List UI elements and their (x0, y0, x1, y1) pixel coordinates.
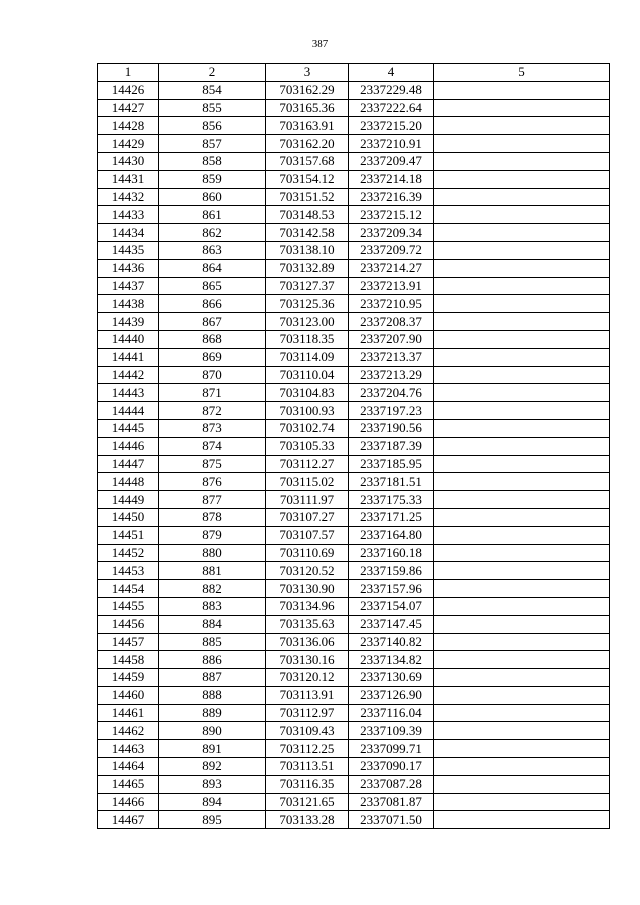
table-cell-col-4: 2337213.91 (349, 277, 434, 295)
table-cell-col-5 (434, 740, 610, 758)
table-cell-col-4: 2337187.39 (349, 437, 434, 455)
table-cell-col-2: 855 (159, 99, 266, 117)
table-cell-col-4: 2337099.71 (349, 740, 434, 758)
table-cell-col-3: 703112.97 (266, 704, 349, 722)
table-cell-col-5 (434, 117, 610, 135)
table-cell-col-3: 703136.06 (266, 633, 349, 651)
table-cell-col-4: 2337126.90 (349, 686, 434, 704)
table-row (98, 597, 610, 615)
table-row (98, 437, 610, 455)
table-cell-col-4: 2337109.39 (349, 722, 434, 740)
table-cell-col-3: 703123.00 (266, 313, 349, 331)
table-cell-col-4: 2337213.37 (349, 348, 434, 366)
table-cell-col-3: 703154.12 (266, 170, 349, 188)
table-row (98, 295, 610, 313)
table-cell-col-1: 14455 (98, 597, 159, 615)
table-cell-col-5 (434, 651, 610, 669)
table-row (98, 615, 610, 633)
table-row (98, 669, 610, 687)
table-cell-col-2: 884 (159, 615, 266, 633)
table-cell-col-5 (434, 669, 610, 687)
table-cell-col-3: 703112.27 (266, 455, 349, 473)
table-cell-col-3: 703120.52 (266, 562, 349, 580)
table-cell-col-5 (434, 775, 610, 793)
table-row (98, 152, 610, 170)
table-cell-col-5 (434, 580, 610, 598)
table-cell-col-2: 867 (159, 313, 266, 331)
table-cell-col-2: 881 (159, 562, 266, 580)
table-cell-col-3: 703127.37 (266, 277, 349, 295)
table-row (98, 686, 610, 704)
table-cell-col-2: 874 (159, 437, 266, 455)
table-cell-col-3: 703157.68 (266, 152, 349, 170)
table-cell-col-1: 14459 (98, 669, 159, 687)
table-row (98, 313, 610, 331)
table-cell-col-5 (434, 402, 610, 420)
table-cell-col-3: 703142.58 (266, 224, 349, 242)
table-row (98, 455, 610, 473)
table-cell-col-3: 703130.16 (266, 651, 349, 669)
table-cell-col-5 (434, 152, 610, 170)
table-cell-col-3: 703151.52 (266, 188, 349, 206)
table-cell-col-5 (434, 170, 610, 188)
table-cell-col-5 (434, 508, 610, 526)
table-cell-col-5 (434, 313, 610, 331)
table-cell-col-3: 703162.29 (266, 81, 349, 99)
table-cell-col-5 (434, 455, 610, 473)
table-row (98, 348, 610, 366)
table-cell-col-1: 14445 (98, 419, 159, 437)
table-cell-col-1: 14452 (98, 544, 159, 562)
table-row (98, 740, 610, 758)
table-cell-col-2: 864 (159, 259, 266, 277)
table-cell-col-2: 876 (159, 473, 266, 491)
table-cell-col-4: 2337213.29 (349, 366, 434, 384)
table-cell-col-1: 14430 (98, 152, 159, 170)
table-cell-col-5 (434, 419, 610, 437)
table-cell-col-4: 2337116.04 (349, 704, 434, 722)
table-cell-col-1: 14451 (98, 526, 159, 544)
table-cell-col-1: 14427 (98, 99, 159, 117)
table-cell-col-4: 2337197.23 (349, 402, 434, 420)
table-cell-col-3: 703148.53 (266, 206, 349, 224)
table-cell-col-5 (434, 135, 610, 153)
column-header-5: 5 (434, 64, 610, 82)
table-cell-col-3: 703100.93 (266, 402, 349, 420)
table-row (98, 330, 610, 348)
table-cell-col-5 (434, 437, 610, 455)
table-row (98, 722, 610, 740)
table-cell-col-2: 883 (159, 597, 266, 615)
table-cell-col-2: 862 (159, 224, 266, 242)
column-header-2: 2 (159, 64, 266, 82)
table-cell-col-1: 14453 (98, 562, 159, 580)
table-cell-col-2: 878 (159, 508, 266, 526)
table-cell-col-2: 889 (159, 704, 266, 722)
table-cell-col-1: 14431 (98, 170, 159, 188)
table-row (98, 135, 610, 153)
table-cell-col-2: 888 (159, 686, 266, 704)
table-cell-col-2: 873 (159, 419, 266, 437)
table-cell-col-5 (434, 704, 610, 722)
table-cell-col-4: 2337209.72 (349, 241, 434, 259)
table-cell-col-4: 2337140.82 (349, 633, 434, 651)
table-cell-col-4: 2337204.76 (349, 384, 434, 402)
table-cell-col-1: 14466 (98, 793, 159, 811)
table-cell-col-5 (434, 526, 610, 544)
table-cell-col-1: 14439 (98, 313, 159, 331)
table-cell-col-2: 885 (159, 633, 266, 651)
table-cell-col-4: 2337207.90 (349, 330, 434, 348)
table-row (98, 491, 610, 509)
table-cell-col-4: 2337160.18 (349, 544, 434, 562)
table-cell-col-4: 2337215.20 (349, 117, 434, 135)
table-cell-col-5 (434, 633, 610, 651)
table-cell-col-1: 14456 (98, 615, 159, 633)
table-cell-col-1: 14441 (98, 348, 159, 366)
table-row (98, 206, 610, 224)
table-cell-col-2: 894 (159, 793, 266, 811)
table-cell-col-3: 703163.91 (266, 117, 349, 135)
table-cell-col-2: 870 (159, 366, 266, 384)
table-cell-col-4: 2337209.47 (349, 152, 434, 170)
table-row (98, 508, 610, 526)
table-cell-col-5 (434, 99, 610, 117)
table-cell-col-1: 14464 (98, 758, 159, 776)
column-header-1: 1 (98, 64, 159, 82)
table-cell-col-4: 2337071.50 (349, 811, 434, 829)
table-cell-col-2: 859 (159, 170, 266, 188)
table-cell-col-1: 14443 (98, 384, 159, 402)
table-cell-col-3: 703134.96 (266, 597, 349, 615)
table-cell-col-2: 880 (159, 544, 266, 562)
table-cell-col-5 (434, 295, 610, 313)
table-cell-col-2: 858 (159, 152, 266, 170)
table-cell-col-2: 854 (159, 81, 266, 99)
table-cell-col-1: 14463 (98, 740, 159, 758)
table-cell-col-3: 703125.36 (266, 295, 349, 313)
table-cell-col-4: 2337154.07 (349, 597, 434, 615)
table-cell-col-3: 703110.69 (266, 544, 349, 562)
table-cell-col-4: 2337159.86 (349, 562, 434, 580)
table-cell-col-5 (434, 81, 610, 99)
table-cell-col-4: 2337215.12 (349, 206, 434, 224)
table-cell-col-1: 14433 (98, 206, 159, 224)
table-cell-col-4: 2337090.17 (349, 758, 434, 776)
table-cell-col-4: 2337181.51 (349, 473, 434, 491)
table-cell-col-3: 703135.63 (266, 615, 349, 633)
table-cell-col-1: 14467 (98, 811, 159, 829)
table-row (98, 402, 610, 420)
table-cell-col-4: 2337222.64 (349, 99, 434, 117)
table-row (98, 384, 610, 402)
table-cell-col-5 (434, 330, 610, 348)
table-row (98, 562, 610, 580)
table-row (98, 241, 610, 259)
table-row (98, 651, 610, 669)
table-cell-col-1: 14446 (98, 437, 159, 455)
table-row (98, 277, 610, 295)
table-row (98, 704, 610, 722)
table-cell-col-5 (434, 366, 610, 384)
table-cell-col-3: 703118.35 (266, 330, 349, 348)
table-cell-col-3: 703115.02 (266, 473, 349, 491)
table-cell-col-5 (434, 188, 610, 206)
table-cell-col-4: 2337081.87 (349, 793, 434, 811)
table-cell-col-5 (434, 544, 610, 562)
table-cell-col-2: 872 (159, 402, 266, 420)
table-cell-col-2: 887 (159, 669, 266, 687)
table-cell-col-4: 2337214.27 (349, 259, 434, 277)
table-cell-col-4: 2337171.25 (349, 508, 434, 526)
table-cell-col-5 (434, 793, 610, 811)
table-cell-col-4: 2337216.39 (349, 188, 434, 206)
table-cell-col-2: 892 (159, 758, 266, 776)
table-cell-col-5 (434, 811, 610, 829)
table-cell-col-1: 14461 (98, 704, 159, 722)
table-cell-col-4: 2337134.82 (349, 651, 434, 669)
table-cell-col-5 (434, 686, 610, 704)
table-row (98, 526, 610, 544)
table-row (98, 224, 610, 242)
table-cell-col-1: 14462 (98, 722, 159, 740)
table-cell-col-2: 891 (159, 740, 266, 758)
table-cell-col-1: 14450 (98, 508, 159, 526)
table-cell-col-3: 703120.12 (266, 669, 349, 687)
table-row (98, 419, 610, 437)
table-cell-col-1: 14440 (98, 330, 159, 348)
table-cell-col-4: 2337175.33 (349, 491, 434, 509)
table-cell-col-2: 877 (159, 491, 266, 509)
table-cell-col-4: 2337157.96 (349, 580, 434, 598)
table-cell-col-1: 14449 (98, 491, 159, 509)
table-cell-col-4: 2337164.80 (349, 526, 434, 544)
table-cell-col-2: 871 (159, 384, 266, 402)
table-cell-col-4: 2337209.34 (349, 224, 434, 242)
table-cell-col-4: 2337190.56 (349, 419, 434, 437)
table-cell-col-2: 856 (159, 117, 266, 135)
table-cell-col-1: 14448 (98, 473, 159, 491)
table-cell-col-5 (434, 597, 610, 615)
table-cell-col-1: 14432 (98, 188, 159, 206)
table-cell-col-4: 2337208.37 (349, 313, 434, 331)
table-cell-col-5 (434, 224, 610, 242)
table-cell-col-3: 703132.89 (266, 259, 349, 277)
table-cell-col-2: 879 (159, 526, 266, 544)
table-cell-col-3: 703113.51 (266, 758, 349, 776)
table-cell-col-2: 861 (159, 206, 266, 224)
table-body (98, 81, 610, 828)
table-cell-col-5 (434, 277, 610, 295)
table-cell-col-1: 14447 (98, 455, 159, 473)
table-cell-col-2: 875 (159, 455, 266, 473)
column-header-3: 3 (266, 64, 349, 82)
table-cell-col-3: 703102.74 (266, 419, 349, 437)
table-cell-col-2: 886 (159, 651, 266, 669)
table-cell-col-2: 857 (159, 135, 266, 153)
table-cell-col-4: 2337229.48 (349, 81, 434, 99)
table-row (98, 81, 610, 99)
table-cell-col-1: 14428 (98, 117, 159, 135)
table-row (98, 170, 610, 188)
table-cell-col-4: 2337185.95 (349, 455, 434, 473)
table-cell-col-5 (434, 758, 610, 776)
table-cell-col-5 (434, 722, 610, 740)
table-row (98, 188, 610, 206)
table-cell-col-4: 2337210.91 (349, 135, 434, 153)
table-cell-col-5 (434, 206, 610, 224)
table-cell-col-3: 703112.25 (266, 740, 349, 758)
table-cell-col-1: 14438 (98, 295, 159, 313)
table-row (98, 580, 610, 598)
table-cell-col-5 (434, 259, 610, 277)
table-row (98, 633, 610, 651)
table-row (98, 544, 610, 562)
table-cell-col-3: 703113.91 (266, 686, 349, 704)
table-cell-col-2: 868 (159, 330, 266, 348)
table-cell-col-3: 703114.09 (266, 348, 349, 366)
table-cell-col-2: 865 (159, 277, 266, 295)
table-row (98, 793, 610, 811)
coordinates-table (97, 63, 610, 829)
table-cell-col-5 (434, 241, 610, 259)
table-cell-col-5 (434, 491, 610, 509)
table-row (98, 758, 610, 776)
table-cell-col-1: 14460 (98, 686, 159, 704)
table-cell-col-2: 866 (159, 295, 266, 313)
table-cell-col-1: 14457 (98, 633, 159, 651)
page-number: 387 (311, 38, 329, 50)
table-cell-col-5 (434, 562, 610, 580)
table-cell-col-5 (434, 348, 610, 366)
table-cell-col-1: 14454 (98, 580, 159, 598)
table-cell-col-3: 703111.97 (266, 491, 349, 509)
table-row (98, 117, 610, 135)
table-cell-col-2: 882 (159, 580, 266, 598)
table-cell-col-1: 14437 (98, 277, 159, 295)
table-cell-col-3: 703116.35 (266, 775, 349, 793)
table-row (98, 99, 610, 117)
table-cell-col-4: 2337214.18 (349, 170, 434, 188)
table-cell-col-3: 703110.04 (266, 366, 349, 384)
table-cell-col-3: 703138.10 (266, 241, 349, 259)
table-cell-col-1: 14435 (98, 241, 159, 259)
table-cell-col-4: 2337130.69 (349, 669, 434, 687)
table-cell-col-4: 2337087.28 (349, 775, 434, 793)
table-cell-col-3: 703107.27 (266, 508, 349, 526)
table-cell-col-5 (434, 615, 610, 633)
table-row (98, 775, 610, 793)
table-cell-col-5 (434, 473, 610, 491)
table-cell-col-1: 14444 (98, 402, 159, 420)
table-row (98, 473, 610, 491)
table-cell-col-3: 703121.65 (266, 793, 349, 811)
table-cell-col-2: 863 (159, 241, 266, 259)
table-row (98, 811, 610, 829)
table-cell-col-3: 703130.90 (266, 580, 349, 598)
table-cell-col-3: 703107.57 (266, 526, 349, 544)
table-cell-col-3: 703165.36 (266, 99, 349, 117)
table-header-row (98, 64, 610, 82)
table-cell-col-1: 14465 (98, 775, 159, 793)
table-row (98, 366, 610, 384)
column-header-4: 4 (349, 64, 434, 82)
table-cell-col-1: 14429 (98, 135, 159, 153)
table-cell-col-3: 703105.33 (266, 437, 349, 455)
table-cell-col-4: 2337210.95 (349, 295, 434, 313)
table-row (98, 259, 610, 277)
table-cell-col-5 (434, 384, 610, 402)
table-cell-col-3: 703104.83 (266, 384, 349, 402)
table-cell-col-4: 2337147.45 (349, 615, 434, 633)
table-cell-col-2: 893 (159, 775, 266, 793)
table-cell-col-3: 703133.28 (266, 811, 349, 829)
table-cell-col-3: 703109.43 (266, 722, 349, 740)
table-cell-col-2: 895 (159, 811, 266, 829)
table-cell-col-1: 14442 (98, 366, 159, 384)
table-cell-col-2: 860 (159, 188, 266, 206)
table-cell-col-2: 890 (159, 722, 266, 740)
table-cell-col-1: 14458 (98, 651, 159, 669)
table-cell-col-1: 14426 (98, 81, 159, 99)
table-cell-col-3: 703162.20 (266, 135, 349, 153)
table-cell-col-1: 14436 (98, 259, 159, 277)
table-cell-col-1: 14434 (98, 224, 159, 242)
table-cell-col-2: 869 (159, 348, 266, 366)
